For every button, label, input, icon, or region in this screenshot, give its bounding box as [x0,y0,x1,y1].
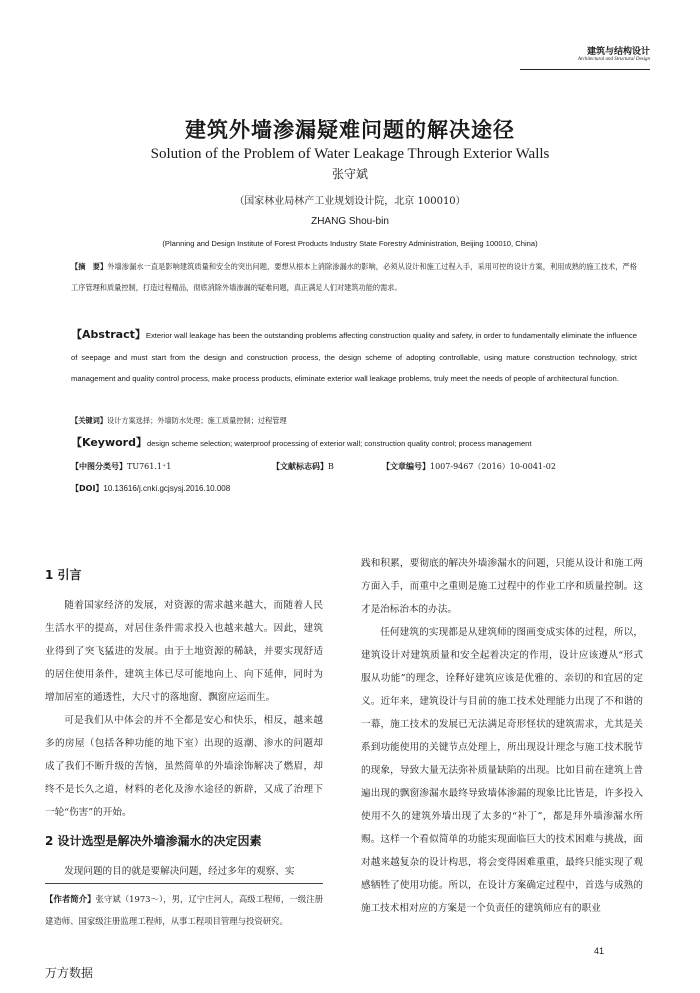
doi-label: 【DOI】 [71,484,104,493]
doc-code-label: 【文献标志码】 [272,462,328,471]
author-note-text: 张守斌（1973～），男，辽宁庄河人，高级工程师，一级注册建造师、国家级注册监理工程师，从事工程项目管理与投资研究。 [45,894,323,926]
abstract-en-label: 【Abstract】 [71,328,146,341]
right-column [361,552,643,920]
right-paragraph-continued: 践和积累，要彻底的解决外墙渗漏水的问题，只能从设计和施工两方面入手，而重中之重则是施工过程中的作业工序和质量控制。这才是治标治本的办法。 [361,558,643,615]
header-rule [520,69,650,70]
author-en: ZHANG Shou-bin [311,216,389,227]
keywords-cn-label: 【关键词】 [71,416,107,425]
affiliation-en: (Planning and Design Institute of Forest Products Industry State Forestry Administration, Beijing 100010, China) [162,239,538,248]
keywords-en [71,432,637,454]
keywords-cn-text: 设计方案选择；外墙防水处理；施工质量控制；过程管理 [106,416,287,425]
abstract-en-text: Exterior wall leakage has been the outstanding problems affecting construction quality and safety, in order to fundamentally eliminate the influence of seepage and must start from the design and construction process, the design scheme of adopting controllable, using mature construction technology, strict management and quality control process, make process products, eliminate exterior wall leakage problems, truly meet the needs of people of architectural function. [71,331,637,383]
affiliation-cn: （国家林业局林产工业规划设计院，北京 100010） [234,196,466,207]
journal-name-en: Architectural and Structural Design [577,57,650,62]
clc-label: 【中图分类号】 [71,462,127,471]
clc-value: TU761.1⁺1 [127,462,172,471]
section-1-paragraph-2: 可是我们从中体会的并不全都是安心和快乐，相反，越来越多的房屋（包括各种功能的地下室）出现的返潮、渗水的问题却成了我们不断升级的苦恼，虽然简单的外墙涂饰解决了燃眉，却终不是长久之道，材料的老化及渗水途径的新辟，又成了治理下一轮“伤害”的开始。 [45,715,323,818]
right-paragraph-2: 任何建筑的实现都是从建筑师的图画变成实体的过程，所以，建筑设计对建筑质量和安全起着决定的作用，设计应该遵从“形式服从功能”的理念，诠释好建筑应该是优雅的、亲切的和宜居的定义。近年来，建筑设计与目前的施工技术处理能力出现了不和谐的一幕，施工技术的发展已无法满足奇形怪状的建筑需求，尤其是关系到功能使用的关键节点处理上，所出现设计理念与施工技术脱节的现象，导致大量无法弥补质量缺陷的出现。比如目前在建筑上普遍出现的飘窗渗漏水最终导致墙体渗漏的现象比比皆是，许多投入使用不久的建筑外墙出现了太多的“补丁”，都是拜外墙渗漏水所赐。这样一个看似简单的功能实现面临巨大的技术困难与挑战，面对越来越复杂的设计构思，将会变得困难重重，最终只能实现了观感牺牲了使用功能。所以，在设计方案确定过程中，首选与成熟的施工技术相对应的方案是一个负责任的建筑师应有的职业 [361,627,643,914]
page-number: 41 [594,946,605,956]
article-number-label: 【文章编号】 [382,462,430,471]
section-1-paragraph-1: 随着国家经济的发展，对资源的需求越来越大，而随着人民生活水平的提高，对居住条件需求投入也越来越大。因此，建筑业得到了突飞猛进的发展。由于土地资源的稀缺，并要实现舒适的居住使用条件，建筑主体已尽可能地向上、向下延伸，同时为增加居室的通透性，大尺寸的落地窗、飘窗应运而生。 [45,600,323,703]
doi-row [71,478,637,499]
doi-value: 10.13616/j.cnki.gcjsysj.2016.10.008 [103,484,231,493]
section-2-paragraph-start: 发现问题的目的就是要解决问题，经过多年的观察、实 [64,866,295,877]
doc-code-field [272,456,334,477]
keywords-en-text: design scheme selection; waterproof processing of exterior wall; construction quality control; process management [146,439,532,448]
section-1-heading: 1 引言 [45,568,82,582]
author-note-label: 【作者简介】 [45,894,96,904]
abstract-cn [71,256,637,298]
keywords-en-label: 【Keyword】 [71,436,147,449]
author-cn: 张守斌 [331,167,368,181]
abstract-cn-label: 【摘 要】 [71,262,108,271]
title-en: Solution of the Problem of Water Leakage Through Exterior Walls [150,146,550,162]
watermark: 万方数据 [45,966,94,980]
doc-code-value: B [328,462,334,471]
author-note [45,888,323,932]
keywords-cn [71,410,637,431]
journal-name: 建筑与结构设计 [586,47,650,57]
article-number-field [382,456,556,477]
left-column [45,560,323,883]
author-note-rule [45,883,323,884]
clc-field [71,456,171,477]
title-cn: 建筑外墙渗漏疑难问题的解决途径 [185,118,515,142]
article-number-value: 1007-9467（2016）10-0041-02 [430,462,556,471]
abstract-cn-text: 外墙渗漏水一直是影响建筑质量和安全的突出问题，要想从根本上消除渗漏水的影响，必须从设计和施工过程入手，采用可控的设计方案，利用成熟的施工技术，严格工序管理和质量控制，打造过程精品，彻底消除外墙渗漏的疑难问题，真正满足人们对建筑功能的需求。 [71,262,637,292]
abstract-en [71,324,637,390]
section-2-heading: 2 设计选型是解决外墙渗漏水的决定因素 [45,834,262,848]
